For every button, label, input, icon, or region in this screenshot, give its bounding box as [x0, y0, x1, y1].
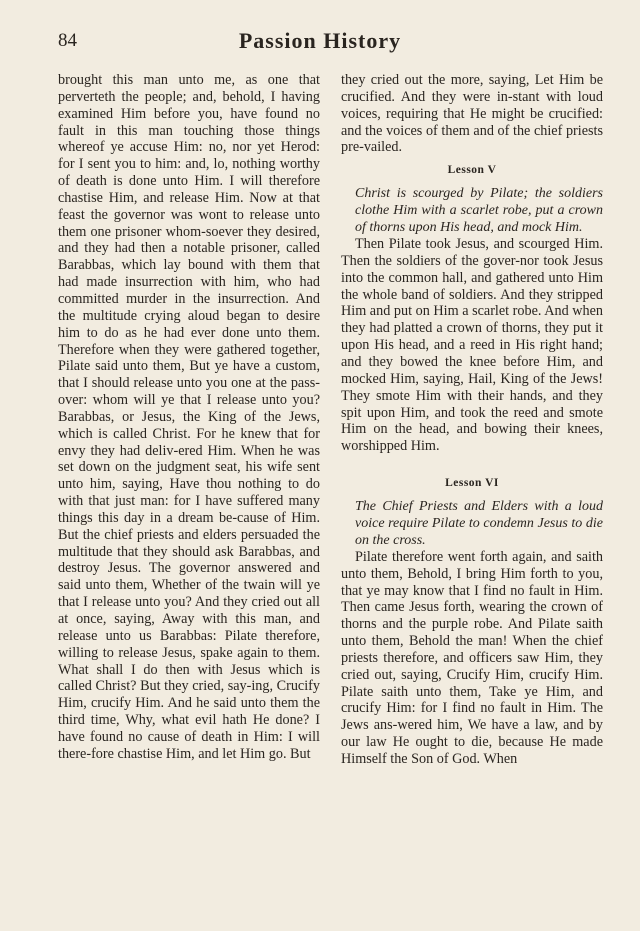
lesson-5-summary: Christ is scourged by Pilate; the soldiers clothe Him with a scarlet robe, put a crown of thorns upon His head, and mock Him.	[355, 186, 603, 236]
lesson-5-heading: Lesson V	[447, 164, 497, 177]
right-column-opening-text: they cried out the more, saying, Let Him be crucified. And they were in-stant with loud voices, requiring that He might be crucified: and the voices of them and of the chief priests pre-vailed.	[341, 72, 603, 156]
page-number: 84	[58, 30, 77, 51]
lesson-6-text: Pilate therefore went forth again, and saith unto them, Behold, I bring Him forth to you, that ye may know that I find no fault in Him. Then came Jesus forth, wearing the crown of thorns and the purple robe. And Pilate saith unto them, Behold the man! When the chief priests therefore, and officers saw Him, they cried out, saying, Crucify Him, crucify Him. Pilate saith unto them, Take ye Him, and crucify Him: for I find no fault in Him. The Jews ans-wered him, We have a law, and by our law He ought to die, because He made Himself the Son of God. When	[341, 548, 603, 767]
lesson-6-heading: Lesson VI	[445, 477, 499, 490]
lesson-6-summary: The Chief Priests and Elders with a loud voice require Pilate to condemn Jesus to die on the cross.	[355, 498, 603, 548]
right-column	[341, 72, 603, 768]
left-column	[58, 72, 320, 763]
lesson-5-text: Then Pilate took Jesus, and scourged Him. Then the soldiers of the gover-nor took Jesus into the common hall, and gathered unto Him the whole band of soldiers. And they stripped Him and put on Him a scarlet robe. And when they had platted a crown of thorns, they put it upon His head, and a reed in His right hand; and they bowed the knee before Him, and mocked Him, saying, Hail, King of the Jews! They smote Him with their hands, and they spit upon Him, and took the reed and smote Him on the head, and bowing their knees, worshipped Him.	[341, 236, 603, 455]
running-title: Passion History	[238, 28, 402, 53]
left-column-text: brought this man unto me, as one that perverteth the people; and, behold, I having examined Him before you, have found no fault in this man touching those things whereof ye accuse Him: no, nor yet Herod: for I sent you to him: and, lo, nothing worthy of death is done unto Him. I will therefore chastise Him, and release Him. Now at that feast the governor was wont to release unto them one prisoner whom-soever they desired, and they had then a notable prisoner, called Barabbas, which lay bound with them that had made insurrection with him, who had committed murder in the insurrection. And the multitude crying aloud began to desire him to do as he had ever done unto them. Therefore when they were gathered together, Pilate said unto them, But ye have a custom, that I should release unto you one at the pass-over: whom will ye that I release unto you? Barabbas, or Jesus, the King of the Jews, which is called Christ. For he knew that for envy they had deliv-ered Him. When he was set down on the judgment seat, his wife sent unto him, saying, Have thou nothing to do with that just man: for I have suffered many things this day in a dream be-cause of Him. But the chief priests and elders persuaded the multitude that they should ask Barabbas, and destroy Jesus. The governor answered and said unto them, Whether of the twain will ye that I release unto you? And they cried out all at once, saying, Away with this man, and release unto us Barabbas: Pilate therefore, willing to release Jesus, spake again to them. What shall I do then with Jesus which is called Christ? But they cried, say-ing, Crucify Him, crucify Him. And he said unto them the third time, Why, what evil hath He done? I have found no cause of death in Him: I will there-fore chastise Him, and let Him go. But	[58, 72, 320, 762]
